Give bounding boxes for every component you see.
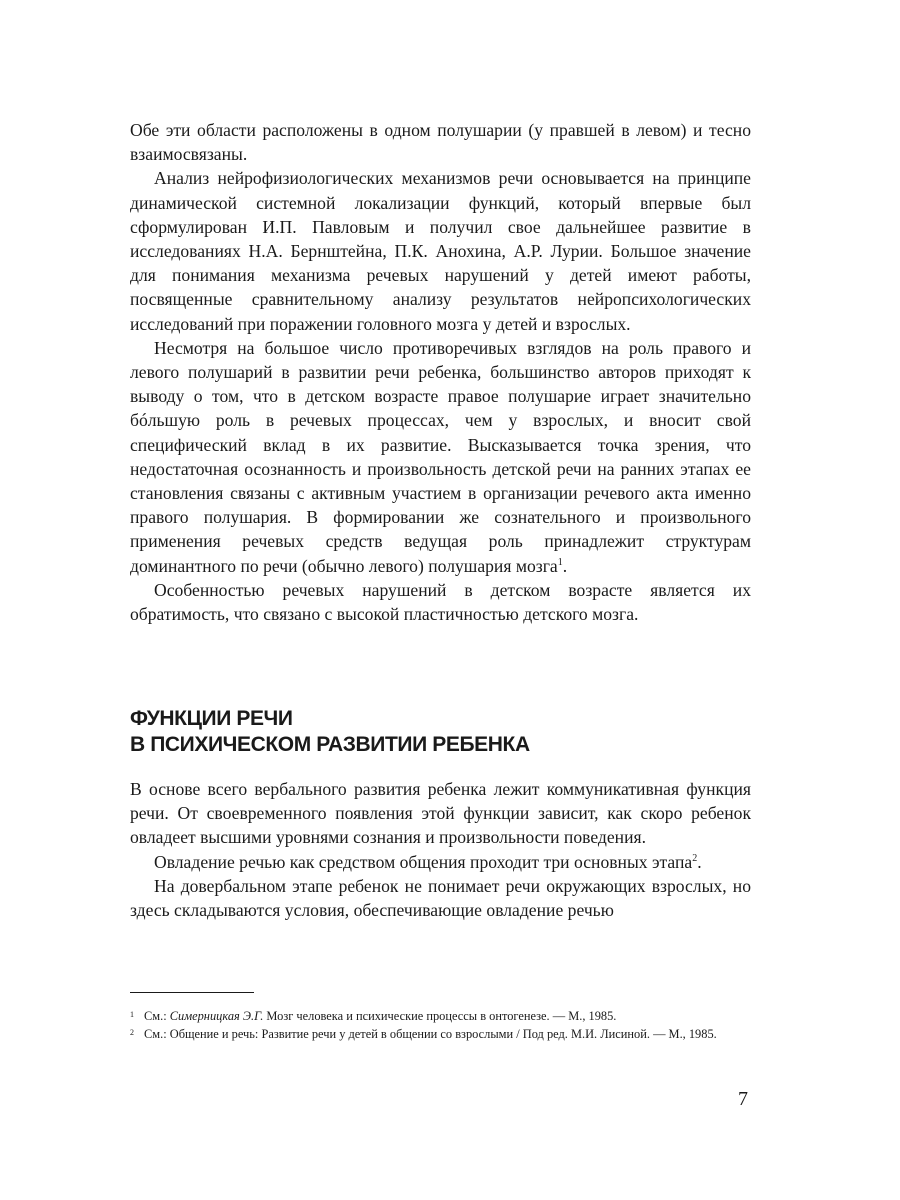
heading-line-2: В ПСИХИЧЕСКОМ РАЗВИТИИ РЕБЕНКА: [130, 733, 530, 756]
paragraph: Особенностью речевых нарушений в детском возрасте является их обратимость, что связано с высокой пластичностью детского мозга.: [130, 579, 751, 625]
page-number: 7: [738, 1088, 748, 1110]
heading-line-1: ФУНКЦИИ РЕЧИ: [130, 707, 293, 730]
body-text-top: [130, 118, 751, 626]
footnote-number: 1: [130, 1010, 134, 1019]
footnotes: [130, 1008, 751, 1043]
footnote-divider: [130, 992, 254, 993]
footnote: 2 См.: Общение и речь: Развитие речи у детей в общении со взрослыми / Под ред. М.И. Лисиной. — М., 1985.: [130, 1026, 751, 1044]
footnote-number: 2: [130, 1027, 134, 1037]
footnote-ref[interactable]: 2: [692, 852, 698, 864]
paragraph: В основе всего вербального развития ребенка лежит коммуникативная функция речи. От своевременного появления этой функции зависит, как скоро ребенок овладеет высшими уровнями сознания и произвольности поведения.: [130, 779, 751, 848]
paragraph: Несмотря на большое число противоречивых взглядов на роль правого и левого полушарий в развитии речи ребенка, большинство авторов приходят к выводу о том, что в детском возрасте правое полушарие играет значительно бóльшую роль в речевых процессах, чем у взрослых, и вносит свой специфический вклад в их развитие. Высказывается точка зрения, что недостаточная осознанность и произвольность детской речи на ранних этапах ее становления связаны с активным участием в организации речевого акта именно правого полушария. В формировании же сознательного и произвольного применения речевых средств ведущая роль принадлежит структурам доминантного по речи (обычно левого) полушария мозга$^1$.: [130, 337, 751, 576]
paragraph: Овладение речью как средством общения проходит три основных этапа$^2$.: [154, 851, 702, 872]
section-heading: [130, 706, 751, 758]
paragraph: Обе эти области расположены в одном полушарии (у правшей в левом) и тесно взаимосвязаны.: [130, 120, 751, 165]
paragraph: Анализ нейрофизиологических механизмов речи основывается на принципе динамической системной локализации функций, который впервые был сформулирован И.П. Павловым и получил свое дальнейшее развитие в исследованиях Н.А. Бернштейна, П.К. Анохина, А.Р. Лурии. Большое значение для понимания механизма речевых нарушений у детей имеют работы, посвященные сравнительному анализу результатов нейропсихологических исследований при поражении головного мозга у детей и взрослых.: [130, 168, 751, 334]
body-text-bottom: [130, 777, 751, 922]
footnote-ref[interactable]: 1: [557, 556, 563, 568]
footnote-author: Симерницкая Э.Г.: [169, 1009, 264, 1023]
footnote: 1 См.: Симерницкая Э.Г. Мозг человека и психические процессы в онтогенезе. — М., 1985.: [130, 1008, 751, 1026]
paragraph: На довербальном этапе ребенок не понимает речи окружающих взрослых, но здесь складываются условия, обеспечивающие овладение речью: [130, 875, 751, 921]
